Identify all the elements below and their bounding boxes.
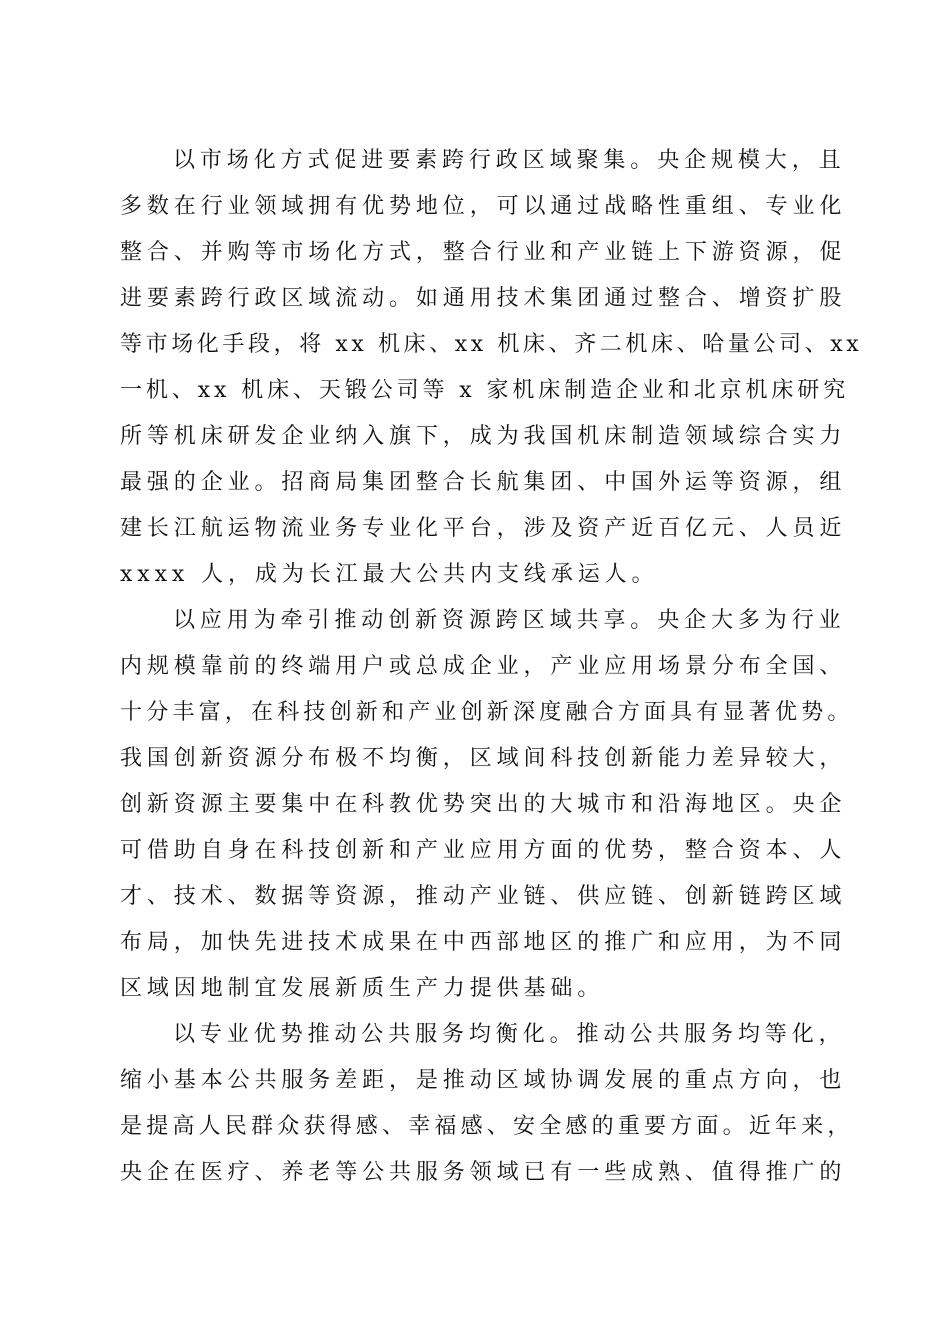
paragraph-line: 进要素跨行政区域流动。如通用技术集团通过整合、增资扩股 [120, 286, 847, 311]
paragraph-line: 央企在医疗、养老等公共服务领域已有一些成熟、值得推广的 [120, 1160, 847, 1185]
paragraph-line: 布局，加快先进技术成果在中西部地区的推广和应用，为不同 [120, 930, 847, 955]
paragraph-line: 等市场化手段，将 xx 机床、xx 机床、齐二机床、哈量公司、xx [120, 332, 863, 357]
document-body [120, 143, 863, 1201]
paragraph-line: 所等机床研发企业纳入旗下，成为我国机床制造领域综合实力 [120, 424, 847, 449]
paragraph-line: 以应用为牵引推动创新资源跨区域共享。央企大多为行业 [173, 608, 846, 633]
paragraph-line: 最强的企业。招商局集团整合长航集团、中国外运等资源，组 [120, 470, 847, 495]
paragraph-line: 内规模靠前的终端用户或总成企业，产业应用场景分布全国、 [120, 654, 847, 679]
paragraph-line: 缩小基本公共服务差距，是推动区域协调发展的重点方向，也 [120, 1068, 847, 1093]
paragraph-line: 是提高人民群众获得感、幸福感、安全感的重要方面。近年来， [120, 1114, 854, 1139]
paragraph-line: 一机、xx 机床、天锻公司等 x 家机床制造企业和北京机床研究 [120, 378, 850, 403]
paragraph-line: 多数在行业领域拥有优势地位，可以通过战略性重组、专业化 [120, 194, 847, 219]
paragraph-public-services [120, 1017, 854, 1201]
paragraph-line: 整合、并购等市场化方式，整合行业和产业链上下游资源，促 [120, 240, 847, 265]
paragraph-line: 才、技术、数据等资源，推动产业链、供应链、创新链跨区域 [120, 884, 847, 909]
paragraph-line: 以专业优势推动公共服务均衡化。推动公共服务均等化， [173, 1022, 846, 1047]
paragraph-market-integration [120, 143, 863, 603]
paragraph-line: 可借助自身在科技创新和产业应用方面的优势，整合资本、人 [120, 838, 847, 863]
paragraph-line: 十分丰富，在科技创新和产业创新深度融合方面具有显著优势。 [120, 700, 854, 725]
paragraph-line: xxxx 人，成为长江最大公共内支线承运人。 [120, 562, 659, 587]
paragraph-line: 我国创新资源分布极不均衡，区域间科技创新能力差异较大， [120, 746, 847, 771]
paragraph-line: 创新资源主要集中在科教优势突出的大城市和沿海地区。央企 [120, 792, 847, 817]
paragraph-line: 建长江航运物流业务专业化平台，涉及资产近百亿元、人员近 [120, 516, 847, 541]
paragraph-innovation-sharing [120, 603, 854, 1017]
paragraph-line: 以市场化方式促进要素跨行政区域聚集。央企规模大，且 [173, 148, 846, 173]
paragraph-line: 区域因地制宜发展新质生产力提供基础。 [120, 976, 605, 1001]
